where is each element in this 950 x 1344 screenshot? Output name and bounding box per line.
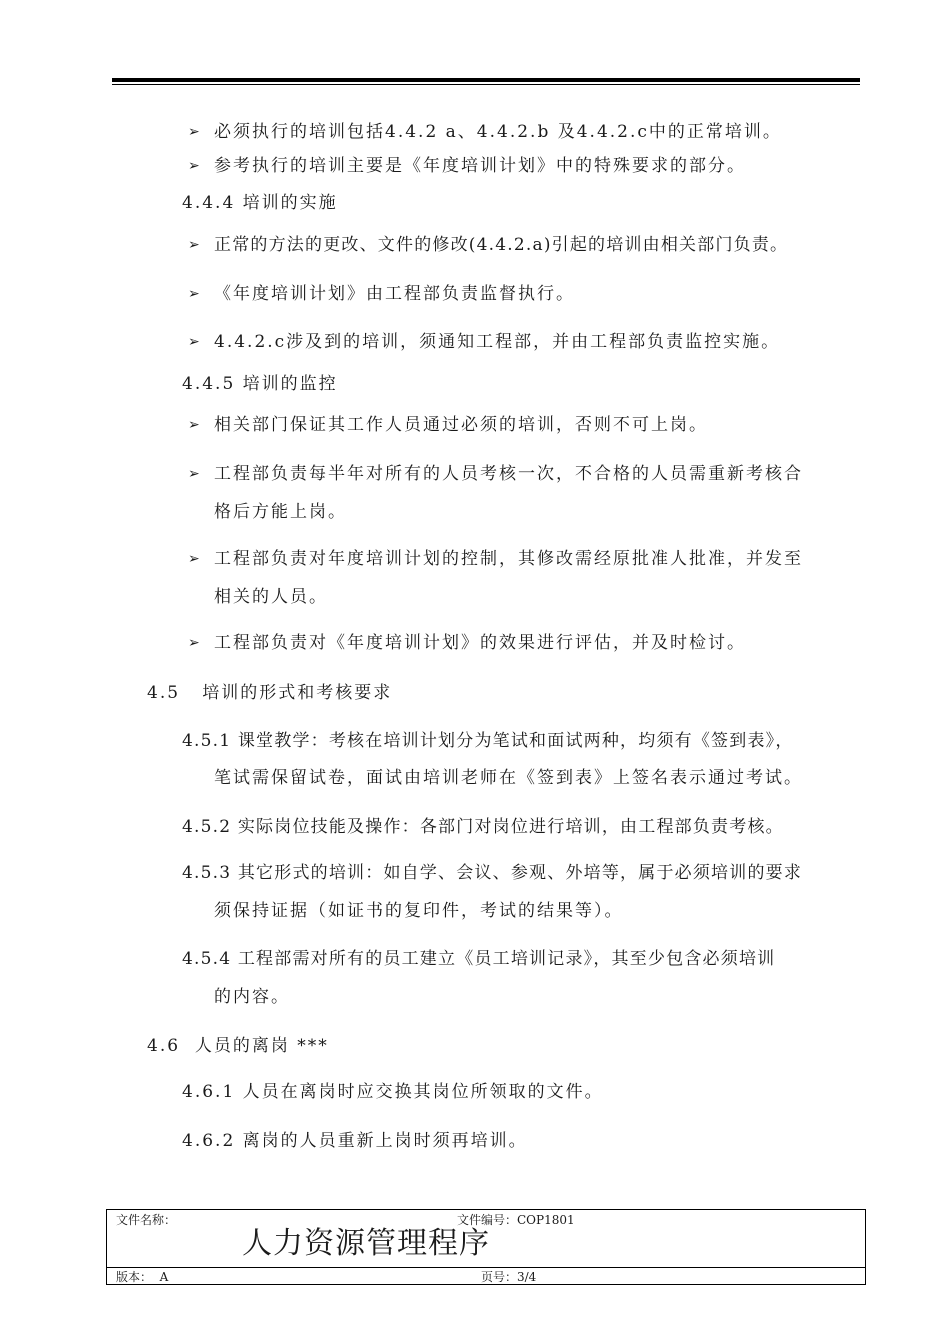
text-line: 4.5.4 工程部需对所有的员工建立《员工培训记录》，其至少包含必须培训 <box>182 949 776 969</box>
bullet-icon: ➢ <box>188 286 200 302</box>
text-line-continued: 的内容。 <box>214 987 290 1007</box>
text-line: 4.6.1 人员在离岗时应交换其岗位所领取的文件。 <box>182 1082 604 1102</box>
section-heading: 4.4.5 培训的监控 <box>182 374 338 394</box>
text-line: 4.4.2.c涉及到的培训，须通知工程部，并由工程部负责监控实施。 <box>214 332 781 352</box>
section-heading: 4.6 人员的离岗 *** <box>147 1036 329 1056</box>
bullet-icon: ➢ <box>188 466 200 482</box>
text-line: 工程部负责对《年度培训计划》的效果进行评估，并及时检讨。 <box>214 633 746 653</box>
file-name-label: 文件名称： <box>116 1213 177 1227</box>
header-rule <box>112 78 860 82</box>
text-line: 工程部负责每半年对所有的人员考核一次，不合格的人员需重新考核合 <box>214 464 803 484</box>
section-heading: 4.5 培训的形式和考核要求 <box>147 683 393 703</box>
text-line: 4.5.1 课堂教学：考核在培训计划分为笔试和面试两种，均须有《签到表》， <box>182 731 794 751</box>
document-title: 人力资源管理程序 <box>242 1226 490 1261</box>
text-line: 必须执行的培训包括4.4.2 a、4.4.2.b 及4.4.2.c中的正常培训。 <box>214 122 782 142</box>
page-number: 页号：3/4 <box>481 1270 537 1284</box>
bullet-icon: ➢ <box>188 237 200 253</box>
document-footer <box>106 1209 866 1285</box>
text-line: 《年度培训计划》由工程部负责监督执行。 <box>214 284 575 304</box>
text-line-continued: 笔试需保留试卷，面试由培训老师在《签到表》上签名表示通过考试。 <box>214 768 803 788</box>
text-line: 相关部门保证其工作人员通过必须的培训，否则不可上岗。 <box>214 415 708 435</box>
text-line-continued: 相关的人员。 <box>214 587 328 607</box>
file-number: 文件编号：COP1801 <box>457 1213 575 1227</box>
bullet-icon: ➢ <box>188 124 200 140</box>
footer-divider <box>107 1267 865 1268</box>
text-line: 4.5.3 其它形式的培训：如自学、会议、参观、外培等，属于必须培训的要求 <box>182 863 803 883</box>
bullet-icon: ➢ <box>188 417 200 433</box>
bullet-icon: ➢ <box>188 158 200 174</box>
bullet-icon: ➢ <box>188 334 200 350</box>
text-line: 正常的方法的更改、文件的修改(4.4.2.a)引起的培训由相关部门负责。 <box>214 235 789 255</box>
bullet-icon: ➢ <box>188 551 200 567</box>
bullet-icon: ➢ <box>188 635 200 651</box>
text-line: 参考执行的培训主要是《年度培训计划》中的特殊要求的部分。 <box>214 156 746 176</box>
header-rule-thin <box>112 84 860 85</box>
text-line: 4.5.2 实际岗位技能及操作：各部门对岗位进行培训，由工程部负责考核。 <box>182 817 784 837</box>
text-line-continued: 格后方能上岗。 <box>214 502 347 522</box>
section-heading: 4.4.4 培训的实施 <box>182 193 338 213</box>
text-line: 工程部负责对年度培训计划的控制，其修改需经原批准人批准，并发至 <box>214 549 803 569</box>
text-line-continued: 须保持证据（如证书的复印件，考试的结果等）。 <box>214 901 624 921</box>
text-line: 4.6.2 离岗的人员重新上岗时须再培训。 <box>182 1131 528 1151</box>
version-label: 版本： A <box>116 1270 169 1284</box>
